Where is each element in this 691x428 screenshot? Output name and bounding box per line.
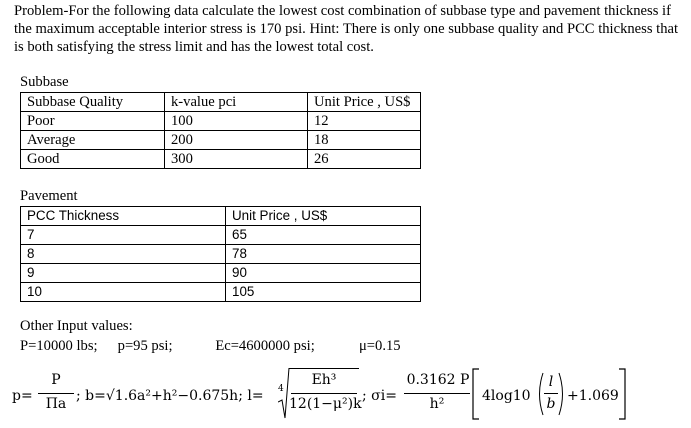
pavement-table [20,206,421,302]
header-cell: PCC Thickness [21,207,226,226]
inputs-title: Other Input values: [20,318,133,334]
table-cell: 100 [165,112,308,131]
table-cell: 10 [21,283,226,302]
fraction-bar [404,393,470,394]
formula-tail: +1.069 [567,388,619,404]
formula-p-lhs: p= [12,388,33,404]
fraction-bar [38,393,74,394]
table-cell: 65 [226,226,421,245]
formula-sigma-lhs: ; σi= [362,388,397,404]
header-cell: Subbase Quality [21,93,165,112]
table-cell: 90 [226,264,421,283]
right-paren-icon [558,372,566,416]
table-row [21,283,421,302]
radical-bar [289,368,359,369]
formula-b-part: ; b=√1.6a²+h²−0.675h; l= [76,388,264,404]
formula-sigma-den: h² [429,396,445,412]
input-pressure: p=95 psi; [117,338,173,354]
table-row [21,93,421,112]
table-cell: 300 [165,150,308,169]
input-modulus: Ec=4600000 psi; [215,338,315,354]
header-cell: Unit Price , US$ [308,93,421,112]
subbase-table [20,92,421,169]
formula-p-den: Πa [45,396,67,412]
table-row [21,131,421,150]
other-inputs [20,318,401,355]
table-row [21,264,421,283]
header-cell: Unit Price , US$ [226,207,421,226]
subbase-title: Subbase [20,74,69,90]
table-row [21,112,421,131]
problem-statement: Problem-For the following data calculate the lowest cost combination of subbase type and pavement thickness if the maximum acceptable interior stress is 170 psi. Hint: There is only one subbase quality and PCC thickness that is both satisfying the stress limit and has the lowest total cost. [14,3,679,55]
formula-line [12,366,682,426]
input-load: P=10000 lbs; [20,338,98,354]
table-row [21,150,421,169]
left-paren-icon [536,372,544,416]
table-cell: 8 [21,245,226,264]
formula-l-num: Eh³ [311,372,337,388]
formula-log-part: 4log10 [482,388,531,404]
fourth-root-index: 4 [278,384,284,394]
formula-sigma-num: 0.3162 P [406,372,470,388]
table-row [21,226,421,245]
formula-lb-den: b [546,396,556,412]
left-bracket-icon [472,368,480,420]
header-cell: k-value pci [165,93,308,112]
formula-lb-num: l [548,374,554,390]
table-row [21,207,421,226]
pavement-title: Pavement [20,188,78,204]
table-cell: Poor [21,112,165,131]
table-cell: 12 [308,112,421,131]
inputs-values [20,338,401,355]
right-bracket-icon [618,368,626,420]
fraction-bar [544,393,558,394]
table-cell: 200 [165,131,308,150]
table-cell: 26 [308,150,421,169]
table-cell: 7 [21,226,226,245]
fraction-bar [291,393,357,394]
table-cell: 9 [21,264,226,283]
table-cell: Good [21,150,165,169]
table-cell: Average [21,131,165,150]
table-cell: 78 [226,245,421,264]
table-cell: 105 [226,283,421,302]
formula-l-den: 12(1−μ²)k [289,396,362,412]
table-row [21,245,421,264]
input-poisson: μ=0.15 [358,338,401,354]
formula-p-num: P [51,372,61,388]
table-cell: 18 [308,131,421,150]
